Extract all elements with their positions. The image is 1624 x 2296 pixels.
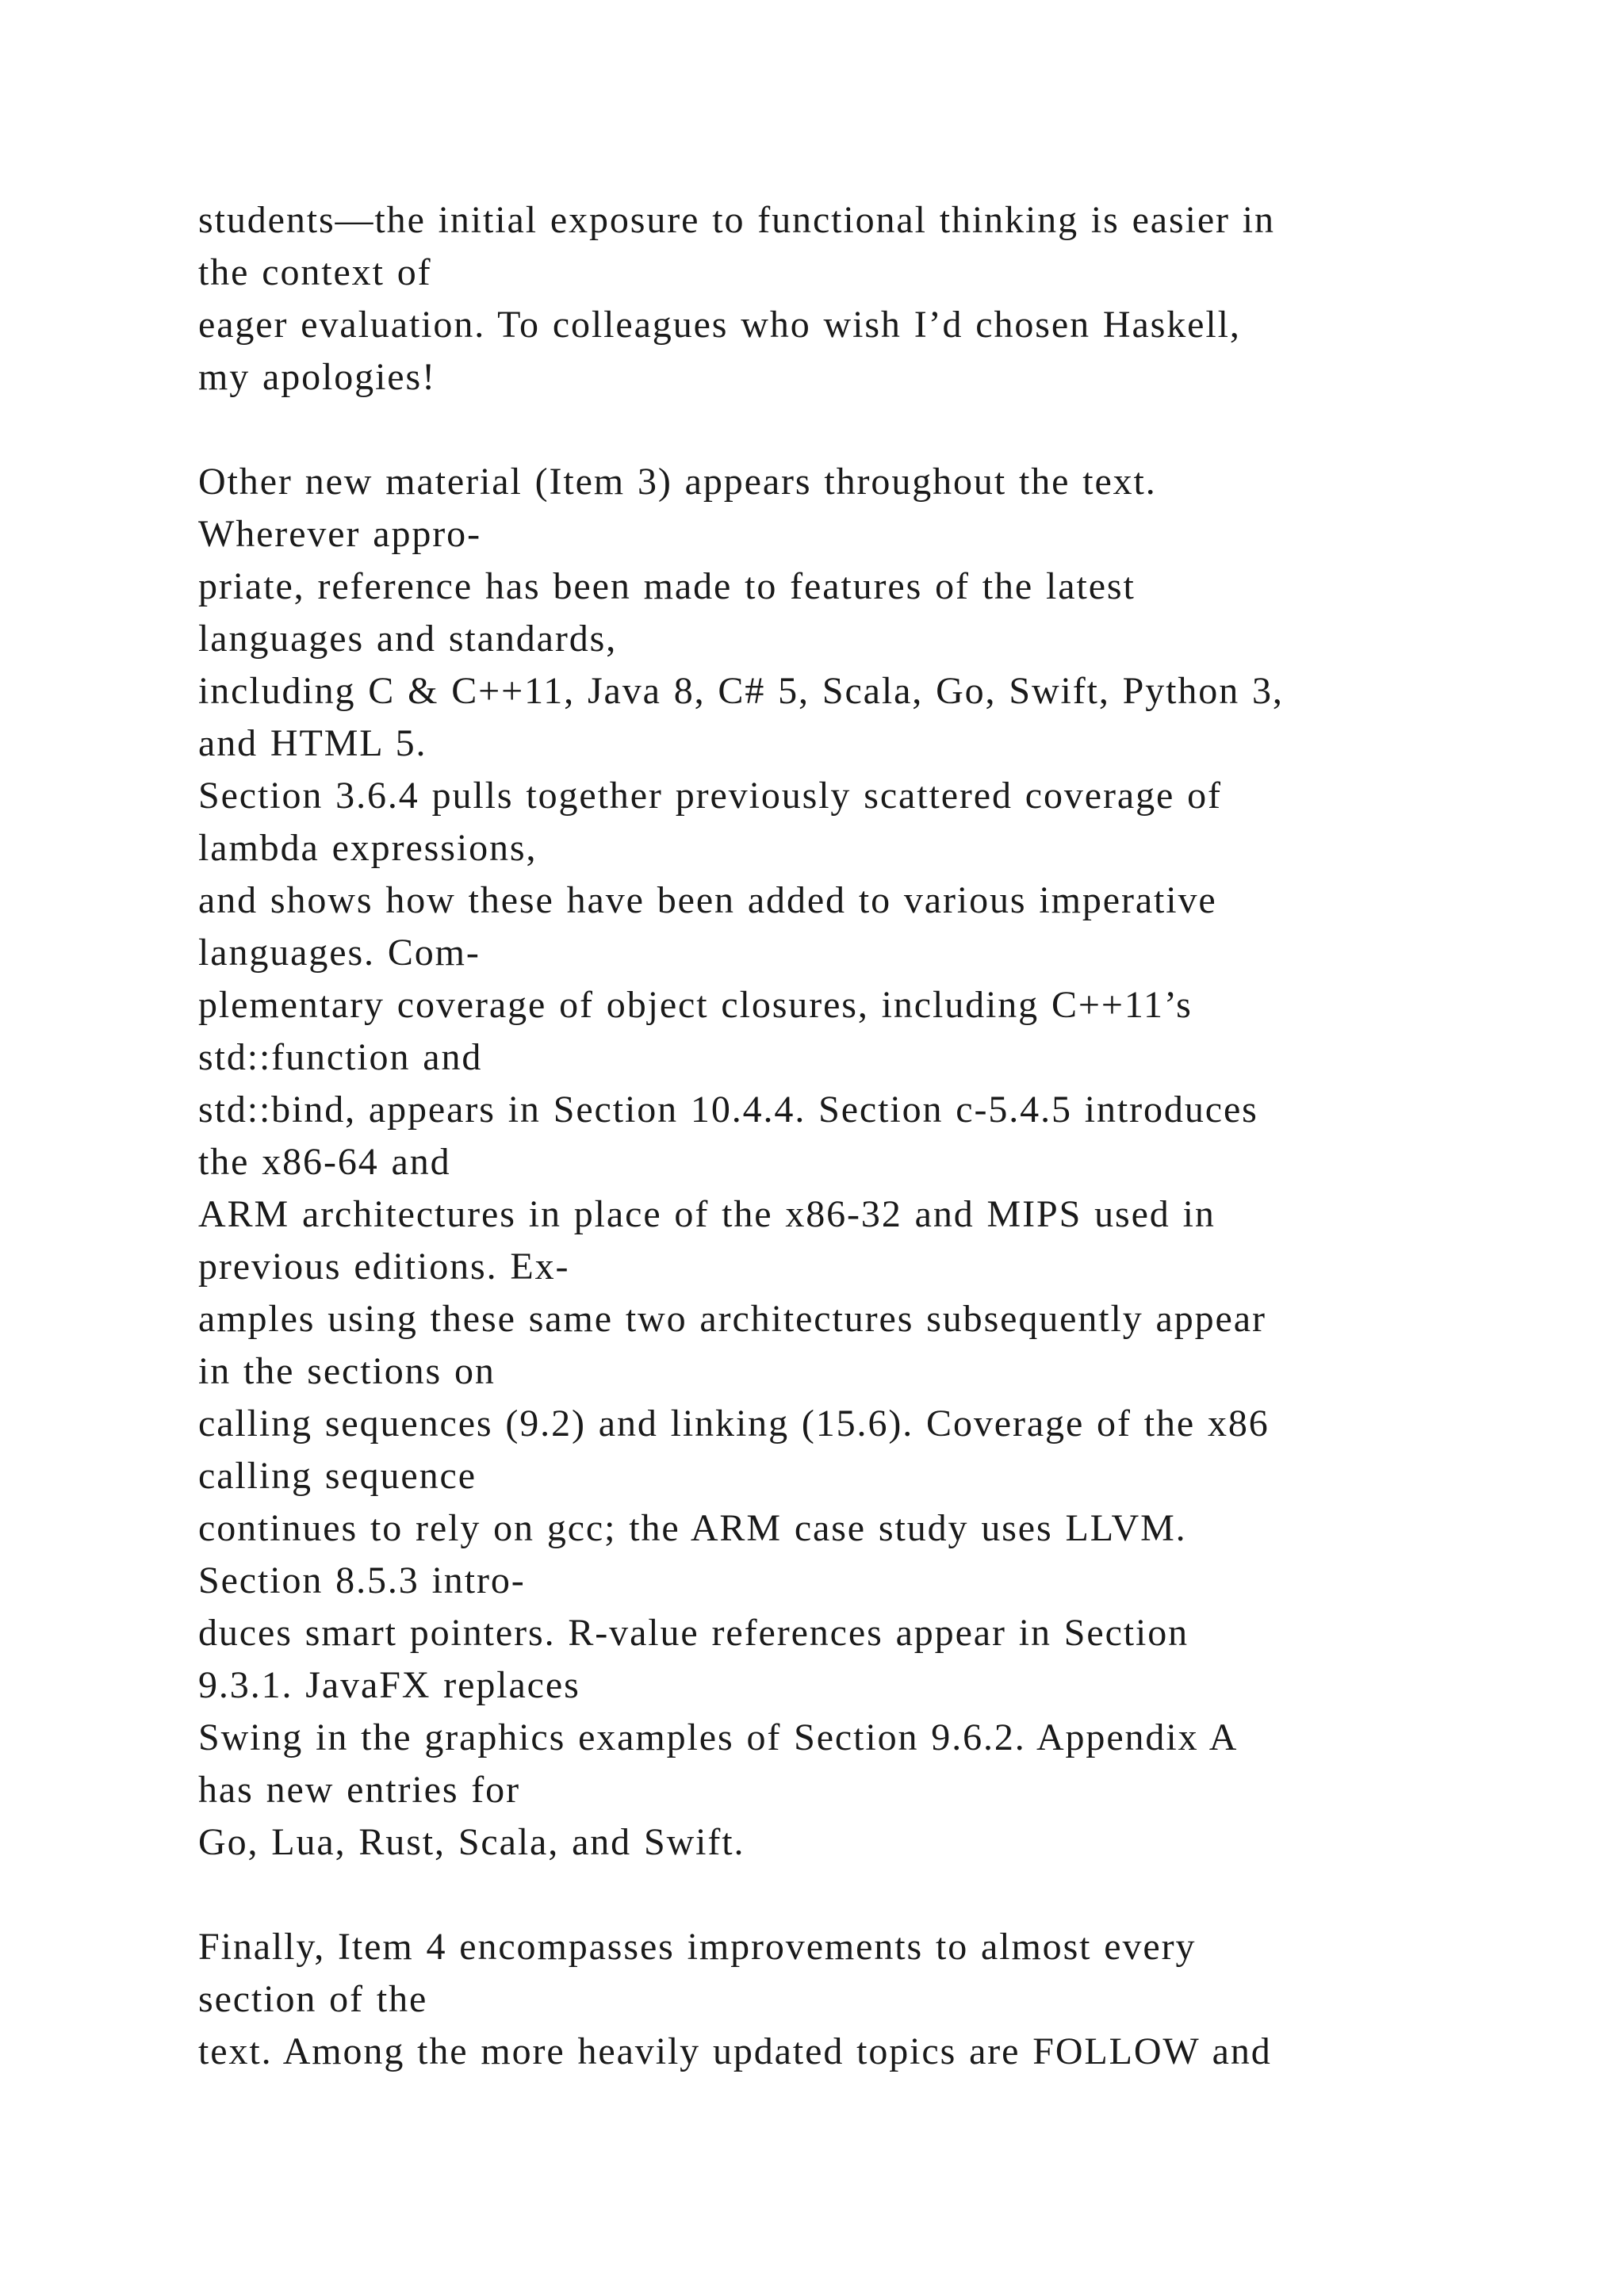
text-line: lambda expressions,	[198, 827, 538, 869]
text-line: including C & C++11, Java 8, C# 5, Scala, Go, Swift, Python 3,	[198, 670, 1284, 712]
text-line: my apologies!	[198, 356, 436, 398]
text-line: Go, Lua, Rust, Scala, and Swift.	[198, 1821, 745, 1863]
text-line: std::bind, appears in Section 10.4.4. Section c-5.4.5 introduces	[198, 1089, 1258, 1131]
text-line: students—the initial exposure to functional thinking is easier in	[198, 199, 1275, 241]
text-line: Other new material (Item 3) appears throughout the text.	[198, 461, 1157, 503]
text-line: Section 3.6.4 pulls together previously scattered coverage of	[198, 775, 1222, 817]
text-line: Finally, Item 4 encompasses improvements to almost every	[198, 1926, 1197, 1968]
paragraph	[198, 456, 1467, 1869]
text-line: has new entries for	[198, 1769, 520, 1811]
text-line: Swing in the graphics examples of Section 9.6.2. Appendix A	[198, 1716, 1239, 1758]
text-line: plementary coverage of object closures, including C++11’s	[198, 984, 1193, 1026]
text-line: amples using these same two architectures subsequently appear	[198, 1298, 1266, 1340]
text-line: calling sequences (9.2) and linking (15.6). Coverage of the x86	[198, 1402, 1270, 1445]
text-line: eager evaluation. To colleagues who wish I’d chosen Haskell,	[198, 304, 1241, 346]
text-line: languages. Com-	[198, 932, 481, 974]
paragraph	[198, 1921, 1467, 2078]
text-line: languages and standards,	[198, 618, 618, 660]
paragraph	[198, 194, 1467, 404]
text-line: text. Among the more heavily updated topics are FOLLOW and	[198, 2030, 1272, 2072]
document-body-text	[198, 194, 1467, 2078]
text-line: previous editions. Ex-	[198, 1246, 570, 1288]
text-line: priate, reference has been made to features of the latest	[198, 565, 1136, 607]
text-line: duces smart pointers. R-value references appear in Section	[198, 1612, 1189, 1654]
text-line: ARM architectures in place of the x86-32 and MIPS used in	[198, 1193, 1216, 1235]
text-line: Wherever appro-	[198, 513, 481, 555]
text-line: std::function and	[198, 1036, 483, 1078]
text-line: and shows how these have been added to various imperative	[198, 879, 1217, 921]
text-line: 9.3.1. JavaFX replaces	[198, 1664, 580, 1706]
text-line: calling sequence	[198, 1455, 477, 1497]
text-line: and HTML 5.	[198, 722, 427, 764]
text-line: the x86-64 and	[198, 1141, 451, 1183]
text-line: continues to rely on gcc; the ARM case study uses LLVM.	[198, 1507, 1187, 1549]
text-line: section of the	[198, 1978, 428, 2020]
text-line: the context of	[198, 251, 432, 293]
text-line: in the sections on	[198, 1350, 496, 1392]
text-line: Section 8.5.3 intro-	[198, 1559, 526, 1601]
